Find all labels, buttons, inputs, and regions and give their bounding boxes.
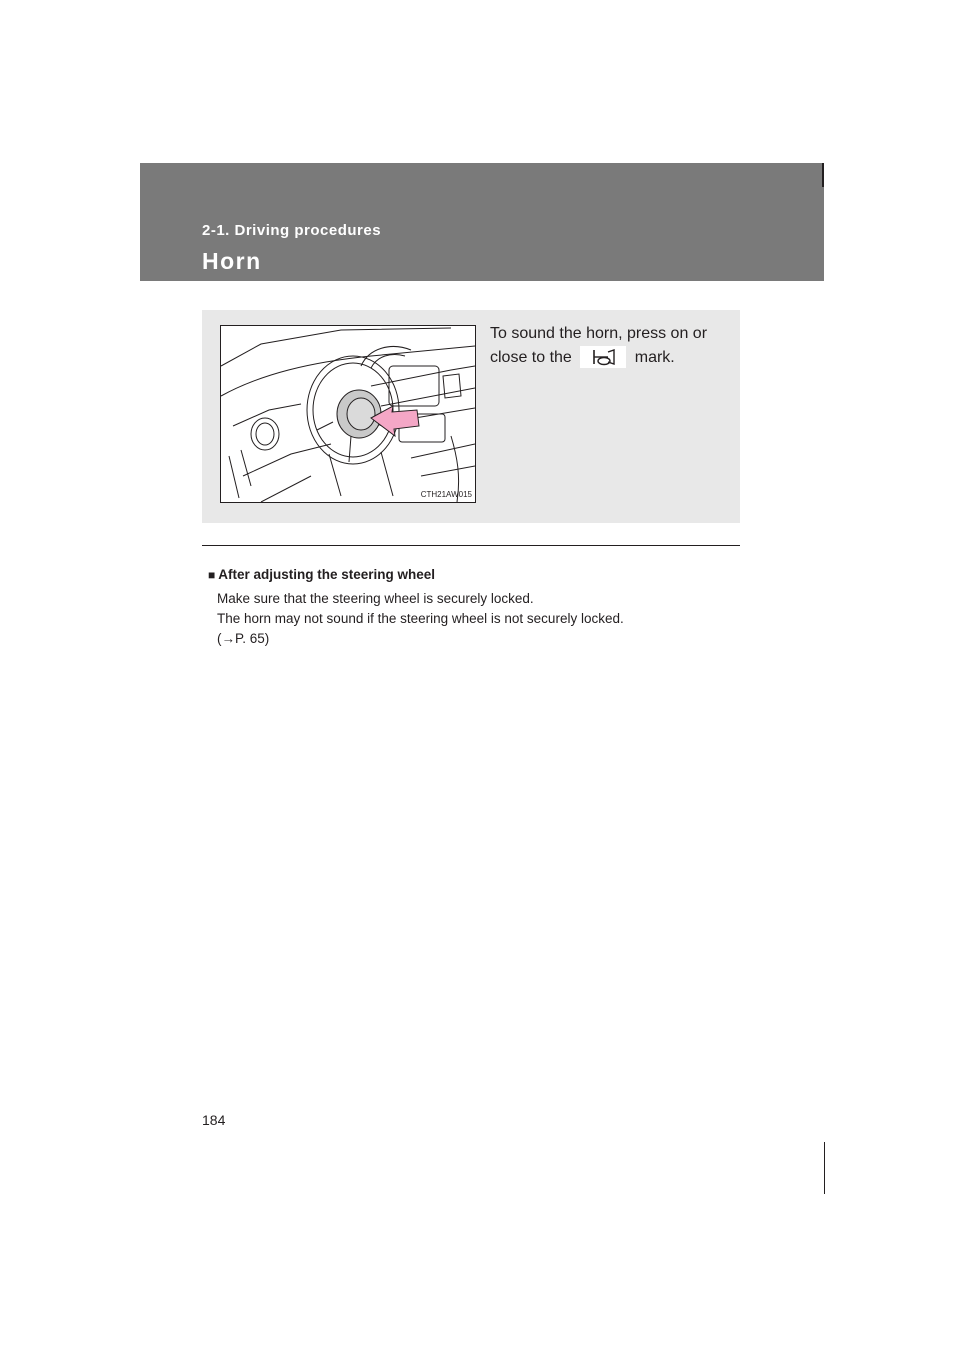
horn-icon: [580, 346, 626, 368]
instruction-before: To sound the horn, press on or close to the: [490, 325, 708, 366]
header-edge-mark: [822, 163, 824, 187]
figure-code: CTH21AW015: [420, 490, 472, 499]
note-reference-link[interactable]: (→P. 65): [217, 631, 270, 646]
note-line: The horn may not sound if the steering wheel is not securely locked.: [217, 611, 624, 626]
instruction-text: [490, 322, 730, 370]
dashboard-drawing: [221, 326, 475, 502]
steering-wheel-illustration: [220, 325, 476, 503]
section-label: 2-1. Driving procedures: [202, 222, 382, 239]
page-title: Horn: [202, 248, 262, 274]
page-number: 184: [202, 1112, 226, 1128]
note-heading: [208, 567, 435, 582]
page-edge-mark: [824, 1142, 825, 1194]
section-divider: [202, 545, 740, 546]
note-heading-text: After adjusting the steering wheel: [218, 567, 436, 582]
instruction-after: mark.: [634, 349, 675, 366]
note-line: Make sure that the steering wheel is securely locked.: [217, 591, 534, 606]
square-bullet-icon: ■: [208, 568, 216, 582]
